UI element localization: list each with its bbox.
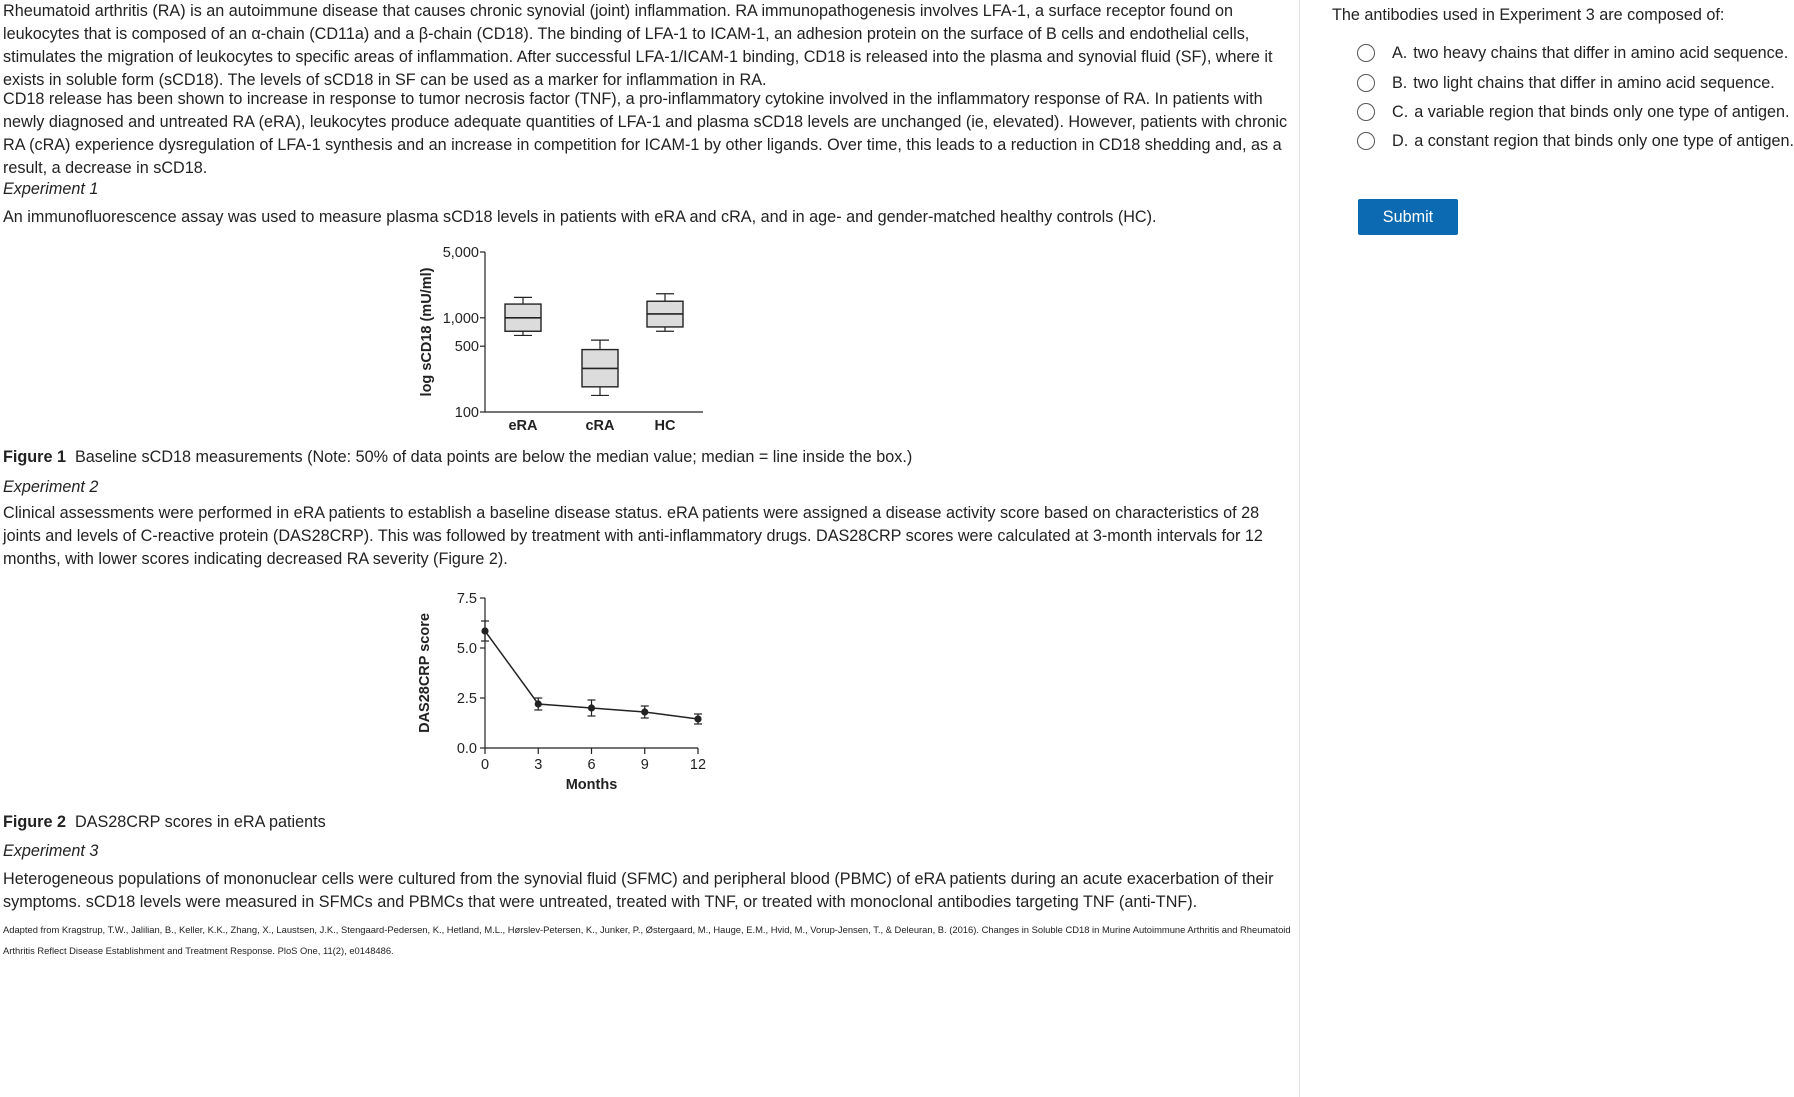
x-tick-label: 6 xyxy=(587,757,596,773)
data-point-month-9 xyxy=(641,706,649,718)
choice-c-text xyxy=(1392,103,1789,122)
intro-paragraph-2: CD18 release has been shown to increase in response to tumor necrosis factor (TNF), a pro-inflammatory cytokine involved in the inflammatory response of RA. In patients with newly diagnosed and untreated RA (eRA), leukocytes produce adequate quantities of LFA-1 and plasma sCD18 levels are unchanged (ie, elevated). However, patients with chronic RA (cRA) experience dysregulation of LFA-1 synthesis and an increase in competition for ICAM-1 by other ligands. Over time, this leads to a reduction in CD18 shedding and, as a result, a decrease in sCD18. xyxy=(3,90,1288,177)
y-tick-label: 500 xyxy=(454,339,479,356)
choice-a[interactable] xyxy=(1357,40,1788,66)
experiment-3-text: Heterogeneous populations of mononuclear cells were cultured from the synovial fluid (SFMC) and peripheral blood (PBMC) of eRA patients during an acute exacerbation of their symptoms. sCD18 levels were measured in SFMCs and PBMCs that were untreated, treated with TNF, or treated with monoclonal antibodies targeting TNF (anti-TNF). xyxy=(3,870,1274,911)
experiment-1-title: Experiment 1 xyxy=(3,180,99,198)
data-marker xyxy=(694,715,701,722)
choice-a-text xyxy=(1392,44,1788,63)
x-tick-label: 3 xyxy=(534,757,543,773)
choice-b-letter: B. xyxy=(1392,73,1408,92)
y-axis-label: log sCD18 (mU/ml) xyxy=(419,267,435,397)
y-tick-label: 5.0 xyxy=(456,641,477,657)
choice-a-radio[interactable] xyxy=(1357,44,1375,62)
choice-c-letter: C. xyxy=(1392,102,1409,121)
choice-d-letter: D. xyxy=(1392,131,1409,150)
experiment-1-text: An immunofluorescence assay was used to measure plasma sCD18 levels in patients with eRA and cRA, and in age- and gender-matched healthy controls (HC). xyxy=(3,208,1157,226)
x-tick-label: 0 xyxy=(480,757,490,773)
data-point-month-0 xyxy=(481,621,489,641)
figure-1-label: Figure 1 xyxy=(3,448,66,466)
experiment-2-text: Clinical assessments were performed in eRA patients to establish a baseline disease status. eRA patients were assigned a disease activity score based on characteristics of 28 joints and levels of C-reactive protein (DAS28CRP). This was followed by treatment with anti-inflammatory drugs. DAS28CRP scores were calculated at 3-month intervals for 12 months, with lower scores indicating decreased RA severity (Figure 2). xyxy=(3,504,1263,568)
x-axis-label: Months xyxy=(565,777,618,793)
question-panel xyxy=(1301,0,1794,1097)
figure-2-linechart xyxy=(405,584,735,798)
choice-b[interactable] xyxy=(1357,70,1775,96)
choice-c[interactable] xyxy=(1357,99,1789,125)
figure-2-caption-text: DAS28CRP scores in eRA patients xyxy=(74,813,326,831)
y-tick-label: 100 xyxy=(454,405,479,421)
data-point-month-6 xyxy=(588,700,596,716)
box-HC xyxy=(647,294,683,331)
choice-a-label: two heavy chains that differ in amino acid sequence. xyxy=(1413,43,1789,62)
question-stem: The antibodies used in Experiment 3 are composed of: xyxy=(1332,6,1725,24)
choice-b-radio[interactable] xyxy=(1357,74,1375,92)
choice-b-text xyxy=(1392,74,1775,93)
x-category-label: HC xyxy=(654,418,676,434)
choice-d-radio[interactable] xyxy=(1357,132,1375,150)
data-marker xyxy=(641,708,648,715)
experiment-3-title: Experiment 3 xyxy=(3,842,99,860)
y-tick-label: 0.0 xyxy=(456,741,477,757)
choice-c-label: a variable region that binds only one type of antigen. xyxy=(1414,102,1790,121)
y-tick-label: 5,000 xyxy=(442,245,479,261)
data-marker xyxy=(481,627,488,634)
box-cRA xyxy=(582,340,618,395)
experiment-2-title: Experiment 2 xyxy=(3,478,99,496)
submit-button[interactable]: Submit xyxy=(1358,199,1458,235)
choice-d-text xyxy=(1392,132,1794,151)
choice-b-label: two light chains that differ in amino acid sequence. xyxy=(1413,73,1775,92)
citation: Adapted from Kragstrup, T.W., Jalilian, B., Keller, K.K., Zhang, X., Laustsen, J.K., Stengaard-Pedersen, K., Hetland, M.L., Hørslev-Petersen, K., Junker, P., Østergaard, M., Hauge, E.M., Hvid, M., Vorup-Jensen, T., & Deleuran, B. (2016). Changes in Soluble CD18 in Murine Autoimmune Arthritis and Rheumatoid Arthritis Reflect Disease Establishment and Treatment Response. PloS One, 11(2), e0148486. xyxy=(3,924,1291,956)
data-marker xyxy=(535,700,542,707)
choice-d[interactable] xyxy=(1357,128,1794,154)
figure-2-caption xyxy=(3,813,326,832)
intro-paragraph-1: Rheumatoid arthritis (RA) is an autoimmune disease that causes chronic synovial (joint) inflammation. RA immunopathogenesis involves LFA-1, a surface receptor found on leukocytes that is composed of an α-chain (CD11a) and a β-chain (CD18). The binding of LFA-1 to ICAM-1, an adhesion protein on the surface of B cells and endothelial cells, stimulates the migration of leukocytes to specific areas of inflammation. After successful LFA-1/ICAM-1 binding, CD18 is released into the plasma and synovial fluid (SF), where it exists in soluble form (sCD18). The levels of sCD18 in SF can be used as a marker for inflammation in RA. xyxy=(3,2,1273,89)
y-tick-label: 2.5 xyxy=(456,691,477,707)
box-eRA xyxy=(505,297,541,335)
figure-1-boxplot xyxy=(400,238,740,438)
choice-d-label: a constant region that binds only one type of antigen. xyxy=(1414,131,1794,150)
data-marker xyxy=(588,704,595,711)
figure-1-caption-text: Baseline sCD18 measurements (Note: 50% of data points are below the median value; median = line inside the box.) xyxy=(74,448,913,466)
choice-c-radio[interactable] xyxy=(1357,103,1375,121)
figure-2-label: Figure 2 xyxy=(3,813,66,831)
figure-1-caption xyxy=(3,448,912,467)
y-tick-label: 1,000 xyxy=(442,310,479,327)
x-tick-label: 9 xyxy=(640,757,649,773)
choice-a-letter: A. xyxy=(1392,43,1408,62)
y-tick-label: 7.5 xyxy=(456,591,477,607)
x-tick-label: 12 xyxy=(689,757,707,773)
y-axis-label: DAS28CRP score xyxy=(417,613,433,733)
x-category-label: cRA xyxy=(585,418,615,434)
x-category-label: eRA xyxy=(508,418,538,434)
data-point-month-12 xyxy=(694,714,702,724)
